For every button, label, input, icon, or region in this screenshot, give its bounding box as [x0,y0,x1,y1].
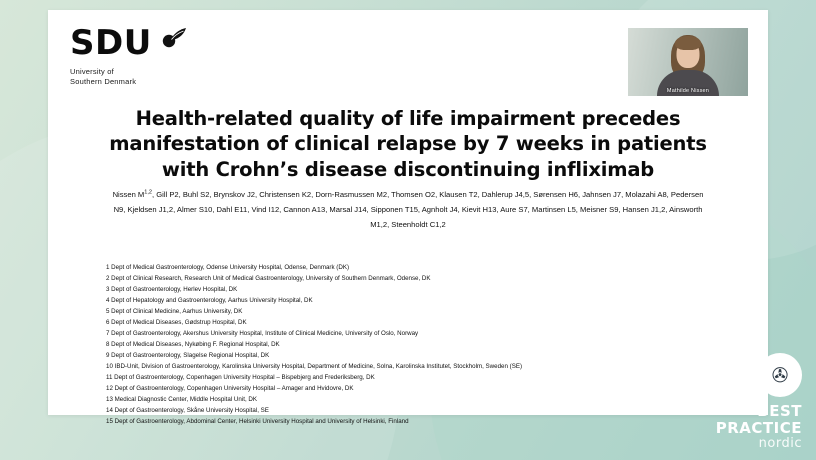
affiliation-item: 13 Medical Diagnostic Center, Middle Hospital Unit, DK [106,396,257,404]
affiliation-item: 4 Dept of Hepatology and Gastroenterology, Aarhus University Hospital, DK [106,297,313,305]
best-practice-nordic-mark-icon [758,353,802,397]
affiliation-item: 11 Dept of Gastroenterology, Copenhagen University Hospital – Bispebjerg and Frederiksberg, DK [106,374,375,382]
affiliation-item: 9 Dept of Gastroenterology, Slagelse Regional Hospital, DK [106,352,270,360]
brand-block [716,353,802,452]
first-author-affil-marker: 1,2 [144,189,153,196]
participant-name-label: Mathilde Nissen [666,88,710,94]
author-line-2: Pedersen N9, Kjeldsen J1,2, Almer S10, Dahl E11, Vind I12, Cannon A13, Marsal J14, Sipponen T15, Agnholt J4, Kievit H13, Aure S7, Martinsen L5, Meisner S9, Hansen [113,190,704,214]
author-line-1-rest: , Gill P2, Buhl S2, Brynskov J2, Christensen K2, Dorn-Rasmussen M2, Thomsen O2, Klausen T2, Dahlerup J4,5, Sørensen H6, Jahnsen J7, Molazahi A8, [152,190,669,199]
webcam-tile[interactable] [628,28,748,96]
brand-line-3: nordic [758,436,802,452]
first-author-name: Nissen M [112,190,145,199]
author-list [106,188,710,232]
sdu-logo [70,23,300,87]
brand-line-1: BEST [757,401,802,420]
title-line-1: Health-related quality of life impairment precedes [135,107,681,130]
sdu-subtitle-line1: University of [70,67,114,76]
affiliation-item: 2 Dept of Clinical Research, Research Unit of Medical Gastroenterology, University of Southern Denmark, Odense, DK [106,275,431,283]
brand-line-2: PRACTICE [715,418,802,437]
affiliation-item: 1 Dept of Medical Gastroenterology, Odense University Hospital, Odense, Denmark (DK) [106,264,350,271]
title-line-3: with Crohn’s disease discontinuing infliximab [161,157,655,181]
title-line-2: manifestation of clinical relapse by 7 weeks in patients [109,132,707,156]
sdu-wordmark: SDU [70,23,152,63]
affiliation-item: 5 Dept of Clinical Medicine, Aarhus University, DK [106,308,243,316]
affiliation-item: 8 Dept of Medical Diseases, Nykøbing F. Regional Hospital, DK [106,341,280,349]
affiliation-item: 15 Dept of Gastroenterology, Abdominal Center, Helsinki University Hospital and University of Helsinki, Finland [106,418,409,426]
affiliation-item: 14 Dept of Gastroenterology, Skåne University Hospital, SE [106,407,269,415]
person-hair-front [675,36,701,50]
sdu-subtitle [70,67,300,87]
sdu-subtitle-line2: Southern Denmark [70,77,137,87]
slide-title [88,106,728,182]
author-line-3: J1,2, Ainsworth M1,2, Steenholdt C1,2 [370,204,703,229]
affiliation-item: 10 IBD-Unit, Division of Gastroenterology, Karolinska University Hospital, Department of Medicine, Solna, Karolinska Institutet, Stockholm, Sweden (SE) [106,363,523,371]
affiliation-item: 3 Dept of Gastroenterology, Herlev Hospital, DK [106,286,238,294]
slide-canvas[interactable] [48,10,768,426]
affiliation-item: 7 Dept of Gastroenterology, Akershus University Hospital, Institute of Clinical Medicine, University of Oslo, Norway [106,330,419,338]
affiliation-item: 12 Dept of Gastroenterology, Copenhagen University Hospital – Amager and Hvidovre, DK [106,385,354,393]
sdu-leaf-icon [162,25,188,56]
affiliation-list [106,262,738,427]
affiliation-item: 6 Dept of Medical Diseases, Gødstrup Hospital, DK [106,319,247,327]
badge-glyph: ✇ [771,362,789,387]
